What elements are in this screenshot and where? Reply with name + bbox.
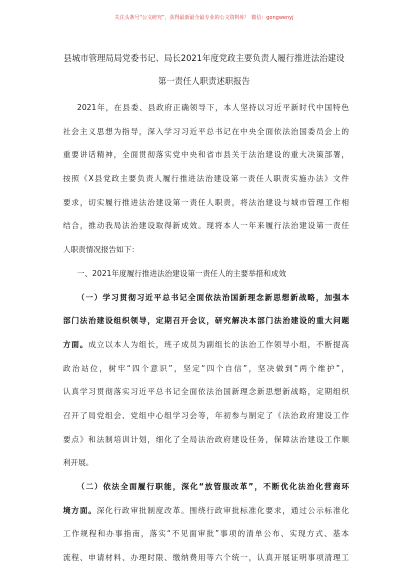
subsection-heading-tail: 方面。	[63, 339, 89, 349]
body-line: 召开了局党组会、党组中心组学习会等，年初参与制定了《法治政府建设工作	[63, 410, 349, 420]
subsection-heading: 部门法治建设组织领导，定期召开会议，研究解决本部门法治建设的重大问题	[63, 316, 349, 326]
subsection-heading-tail: 境方面。	[63, 505, 97, 515]
body-line: 流程、申请材料、办理时限、缴纳费用等六个统一，认真开展证明事项清理工	[63, 553, 349, 563]
body-line: 要求，切实履行推进法治建设第一责任人职责，将法治建设与城市管理工作相	[63, 197, 349, 207]
body-line: 利开展。	[63, 458, 94, 468]
body-line: 社会主义思想为指导，深入学习习近平总书记在中央全面依法治国委员会上的	[63, 126, 349, 136]
subsection-heading: （二）依法全面履行职能，深化“放管服改革”，不断优化法治化营商环	[77, 482, 349, 491]
header-banner: 关注头条号“公文研究”，获得最新最全最专业的公文资料库！ 微信：gongwenyj	[114, 15, 294, 21]
body-line: 境方面。深化行政审批制度改革。围绕行政审批标准化要求，通过公示标准化	[63, 505, 349, 515]
body-line: 要点》和法制培训计划，细化了全局法治政府建设任务，保障法治建设工作顺	[63, 434, 349, 444]
document-title-line-2: 第一责任人职责述职报告	[157, 76, 251, 86]
body-line: 认真学习贯彻落实习近平总书记全面依法治国新理念新思想新战略，定期组织	[63, 387, 349, 397]
body-line: 结合，推动我局法治建设取得新成效。现将本人一年来履行法治建设第一责任	[63, 221, 349, 231]
section-heading: 一、2021年度履行推进法治建设第一责任人的主要举措和成效	[77, 268, 287, 278]
body-line: 工作规程和办事指南，落实“不见面审批”事项的清单公布、实现方式、基本	[63, 529, 349, 539]
body-line: 人职责情况报告如下：	[63, 245, 139, 255]
body-line: 重要讲话精神，全面贯彻落实党中央和省市县关于法治建设的重大决策部署，	[63, 150, 349, 160]
document-body	[63, 96, 349, 570]
body-line: 按照《X县党政主要负责人履行推进法治建设第一责任人职责实施办法》文件	[63, 174, 349, 184]
body-line: 2021年，在县委、县政府正确领导下，本人坚持以习近平新时代中国特色	[77, 103, 349, 112]
subsection-heading: （一）学习贯彻习近平总书记全面依法治国新理念新思想新战略，加强本	[77, 292, 349, 302]
body-line: 政治站位，树牢“四个意识”，坚定“四个自信”，坚决做到“两个维护”，	[63, 363, 349, 373]
document-title-line-1: 县城市管理局局党委书记、局长2021年度党政主要负责人履行推进法治建设	[63, 53, 345, 63]
body-line: 方面。成立以本人为组长，班子成员为副组长的法治工作领导小组，不断提高	[63, 339, 349, 349]
